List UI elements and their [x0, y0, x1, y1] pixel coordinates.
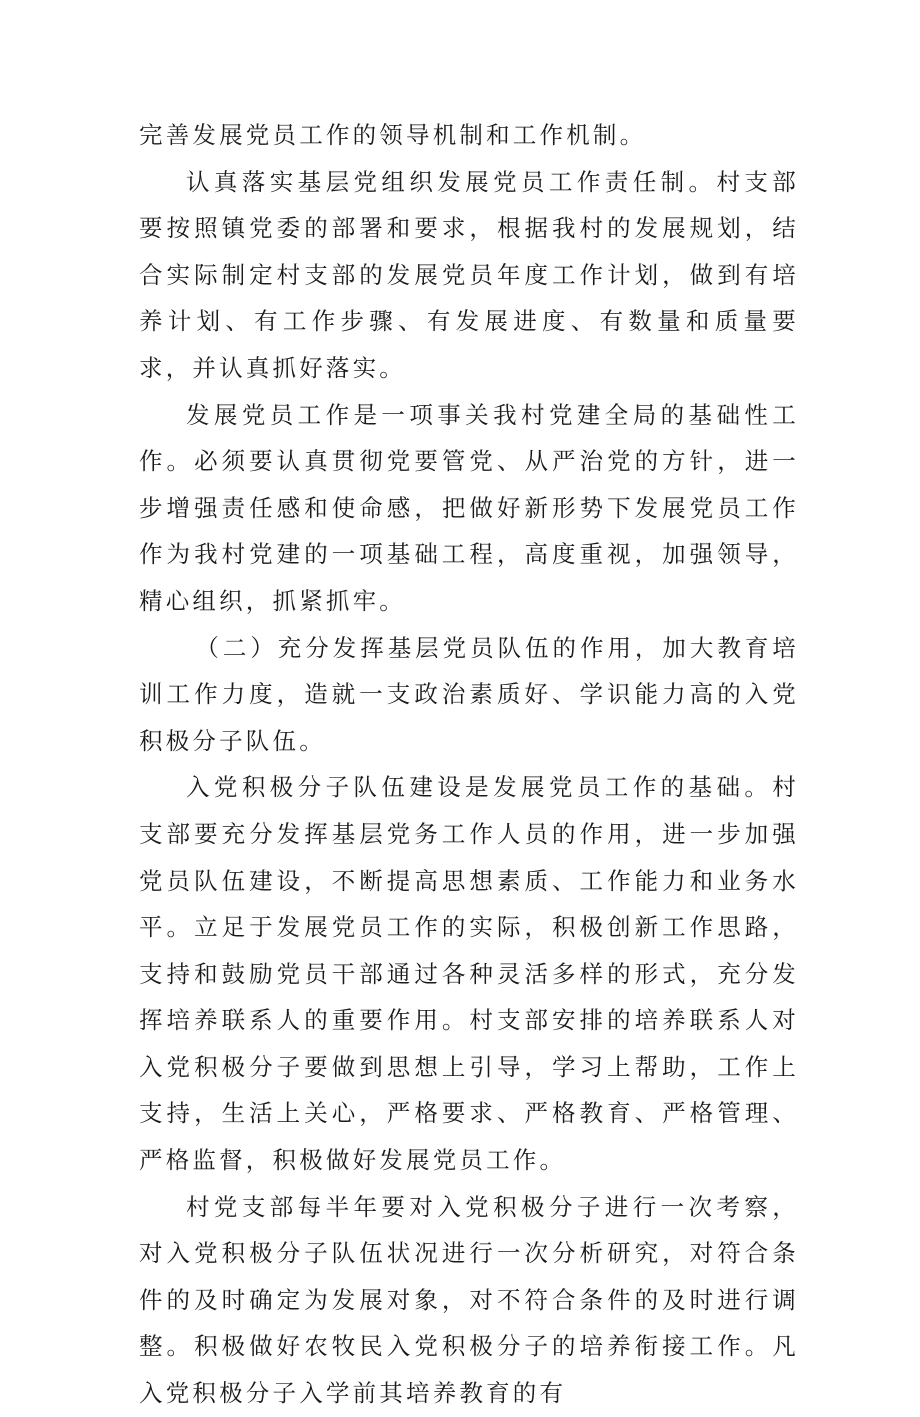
- paragraph-activist-team: 入党积极分子队伍建设是发展党员工作的基础。村支部要充分发挥基层党务工作人员的作用，进一步加强党员队伍建设，不断提高思想素质、工作能力和业务水平。立足于发展党员工作的实际，积极创新工作思路，支持和鼓励党员干部通过各种灵活多样的形式，充分发挥培养联系人的重要作用。村支部安排的培养联系人对入党积极分子要做到思想上引导，学习上帮助，工作上支持，生活上关心，严格要求、严格教育、严格管理、严格监督，积极做好发展党员工作。: [139, 773, 799, 1175]
- paragraph-responsibility: 认真落实基层党组织发展党员工作责任制。村支部要按照镇党委的部署和要求，根据我村的发展规划，结合实际制定村支部的发展党员年度工作计划，做到有培养计划、有工作步骤、有发展进度、有数量和质量要求，并认真抓好落实。: [139, 167, 799, 382]
- paragraph-continuation: 完善发展党员工作的领导机制和工作机制。: [139, 121, 647, 149]
- paragraph-foundation-work: 发展党员工作是一项事关我村党建全局的基础性工作。必须要认真贯彻党要管党、从严治党的方针，进一步增强责任感和使命感，把做好新形势下发展党员工作作为我村党建的一项基础工程，高度重视，加强领导，精心组织，抓紧抓牢。: [139, 400, 799, 615]
- paragraph-semiannual-review: 村党支部每半年要对入党积极分子进行一次考察，对入党积极分子队伍状况进行一次分析研究，对符合条件的及时确定为发展对象，对不符合条件的及时进行调整。积极做好农牧民入党积极分子的培养衔接工作。凡入党积极分子入学前其培养教育的有: [139, 1192, 799, 1408]
- section-heading-two: （二）充分发挥基层党员队伍的作用，加大教育培训工作力度，造就一支政治素质好、学识能力高的入党积极分子队伍。: [139, 633, 799, 755]
- document-body: [139, 112, 799, 1417]
